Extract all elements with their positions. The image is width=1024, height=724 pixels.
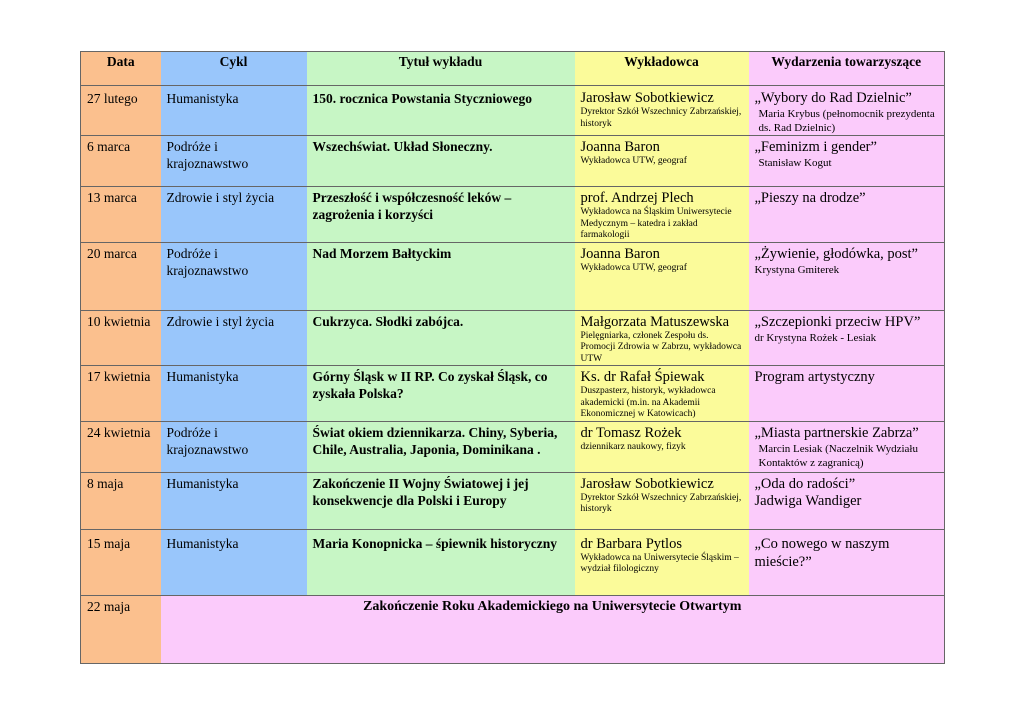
- event-title: „Co nowego w naszym mieście?”: [754, 535, 890, 570]
- header-events: Wydarzenia towarzyszące: [749, 52, 945, 86]
- header-lecturer: Wykładowca: [575, 52, 749, 86]
- cycle-cell: Podróże i krajoznawstwo: [161, 421, 307, 472]
- lecturer-name: Ks. dr Rafał Śpiewak: [580, 369, 705, 385]
- date-cell: 13 marca: [81, 187, 161, 243]
- lecturer-description: Dyrektor Szkół Wszechnicy Zabrzańskiej, historyk: [580, 107, 742, 129]
- event-description: Marcin Lesiak (Naczelnik Wydziału Kontaktów z zagranicą): [758, 442, 918, 469]
- title-cell: Przeszłość i współczesność leków – zagrożenia i korzyści: [307, 187, 575, 243]
- lecturer-description: Wykładowca UTW, geograf: [580, 262, 687, 273]
- final-row: [81, 595, 945, 663]
- lecturer-description: Dyrektor Szkół Wszechnicy Zabrzańskiej, historyk: [580, 492, 742, 514]
- date-cell: 24 kwietnia: [81, 421, 161, 472]
- header-date: Data: [81, 52, 161, 86]
- event-cell: [749, 86, 945, 136]
- lecturer-cell: [575, 86, 749, 136]
- cycle-cell: Humanistyka: [161, 472, 307, 529]
- header-row: [81, 52, 945, 86]
- cycle-cell: Humanistyka: [161, 366, 307, 422]
- table-row: [81, 472, 945, 529]
- lecturer-cell: [575, 242, 749, 310]
- lecturer-name: prof. Andrzej Plech: [580, 190, 694, 206]
- table-row: [81, 310, 945, 366]
- title-cell: Zakończenie II Wojny Światowej i jej konsekwencje dla Polski i Europy: [307, 472, 575, 529]
- event-cell: [749, 242, 945, 310]
- event-cell: [749, 366, 945, 422]
- lecturer-cell: [575, 310, 749, 366]
- event-description: Krystyna Gmiterek: [754, 263, 840, 276]
- event-title: „Miasta partnerskie Zabrza”: [754, 424, 919, 441]
- lecturer-description: Duszpasterz, historyk, wykładowca akademicki (m.in. na Akademii Ekonomicznej w Katowicach): [580, 386, 716, 419]
- title-cell: Maria Konopnicka – śpiewnik historyczny: [307, 529, 575, 595]
- event-title: „Żywienie, głodówka, post”: [754, 245, 918, 262]
- event-description: Stanisław Kogut: [758, 157, 832, 169]
- table-row: [81, 187, 945, 243]
- cycle-cell: Zdrowie i styl życia: [161, 187, 307, 243]
- title-cell: Nad Morzem Bałtyckim: [307, 242, 575, 310]
- event-title: „Wybory do Rad Dzielnic”: [754, 90, 912, 106]
- date-cell: 27 lutego: [81, 86, 161, 136]
- lecturer-description: dziennikarz naukowy, fizyk: [580, 441, 686, 452]
- lecturer-cell: [575, 136, 749, 187]
- table-row: [81, 421, 945, 472]
- cycle-cell: Podróże i krajoznawstwo: [161, 242, 307, 310]
- cycle-cell: Humanistyka: [161, 529, 307, 595]
- schedule-table: [80, 51, 945, 664]
- event-cell: [749, 187, 945, 243]
- cycle-cell: Podróże i krajoznawstwo: [161, 136, 307, 187]
- table-row: [81, 86, 945, 136]
- header-title: Tytuł wykładu: [307, 52, 575, 86]
- lecturer-cell: [575, 366, 749, 422]
- lecturer-cell: [575, 421, 749, 472]
- date-cell: 15 maja: [81, 529, 161, 595]
- event-cell: [749, 472, 945, 529]
- event-cell: [749, 310, 945, 366]
- event-description: Maria Krybus (pełnomocnik prezydenta ds. Rad Dzielnic): [758, 108, 935, 134]
- table-row: [81, 136, 945, 187]
- event-cell: [749, 136, 945, 187]
- header-cycle: Cykl: [161, 52, 307, 86]
- date-cell: 6 marca: [81, 136, 161, 187]
- date-cell: 17 kwietnia: [81, 366, 161, 422]
- cycle-cell: Humanistyka: [161, 86, 307, 136]
- title-cell: Cukrzyca. Słodki zabójca.: [307, 310, 575, 366]
- event-cell: [749, 421, 945, 472]
- lecturer-cell: [575, 529, 749, 595]
- title-cell: Górny Śląsk w II RP. Co zyskał Śląsk, co zyskała Polska?: [307, 366, 575, 422]
- lecturer-name: Joanna Baron: [580, 139, 660, 155]
- event-description: dr Krystyna Rożek - Lesiak: [754, 331, 877, 344]
- title-cell: 150. rocznica Powstania Styczniowego: [307, 86, 575, 136]
- date-cell: 20 marca: [81, 242, 161, 310]
- cycle-cell: Zdrowie i styl życia: [161, 310, 307, 366]
- lecturer-name: dr Barbara Pytlos: [580, 535, 682, 552]
- date-cell: 8 maja: [81, 472, 161, 529]
- table-row: [81, 529, 945, 595]
- event-title: „Oda do radości”: [754, 475, 856, 492]
- title-cell: Świat okiem dziennikarza. Chiny, Syberia, Chile, Australia, Japonia, Dominikana .: [307, 421, 575, 472]
- lecturer-name: dr Tomasz Rożek: [580, 424, 682, 441]
- lecturer-name: Małgorzata Matuszewska: [580, 313, 730, 330]
- event-title: „Szczepionki przeciw HPV”: [754, 313, 921, 330]
- event-cell: [749, 529, 945, 595]
- lecturer-description: Pielęgniarka, członek Zespołu ds. Promocji Zdrowia w Zabrzu, wykładowca UTW: [580, 330, 742, 364]
- lecturer-name: Jarosław Sobotkiewicz: [580, 90, 714, 106]
- title-cell: Wszechświat. Układ Słoneczny.: [307, 136, 575, 187]
- lecturer-name: Jarosław Sobotkiewicz: [580, 475, 714, 492]
- event-title: „Pieszy na drodze”: [754, 190, 866, 206]
- lecturer-cell: [575, 187, 749, 243]
- final-event-cell: Zakończenie Roku Akademickiego na Uniwersytecie Otwartym: [161, 595, 945, 663]
- table-row: [81, 366, 945, 422]
- event-description: Jadwiga Wandiger: [754, 492, 862, 509]
- event-title: „Feminizm i gender”: [754, 139, 877, 155]
- lecturer-description: Wykładowca na Śląskim Uniwersytecie Medycznym – katedra i zakład farmakologii: [580, 207, 732, 240]
- lecturer-cell: [575, 472, 749, 529]
- event-title: Program artystyczny: [754, 369, 875, 385]
- lecturer-description: Wykładowca na Uniwersytecie Śląskim – wydział filologiczny: [580, 552, 739, 574]
- table-row: [81, 242, 945, 310]
- final-date-cell: 22 maja: [81, 595, 161, 663]
- lecturer-description: Wykładowca UTW, geograf: [580, 156, 687, 166]
- date-cell: 10 kwietnia: [81, 310, 161, 366]
- lecturer-name: Joanna Baron: [580, 245, 660, 262]
